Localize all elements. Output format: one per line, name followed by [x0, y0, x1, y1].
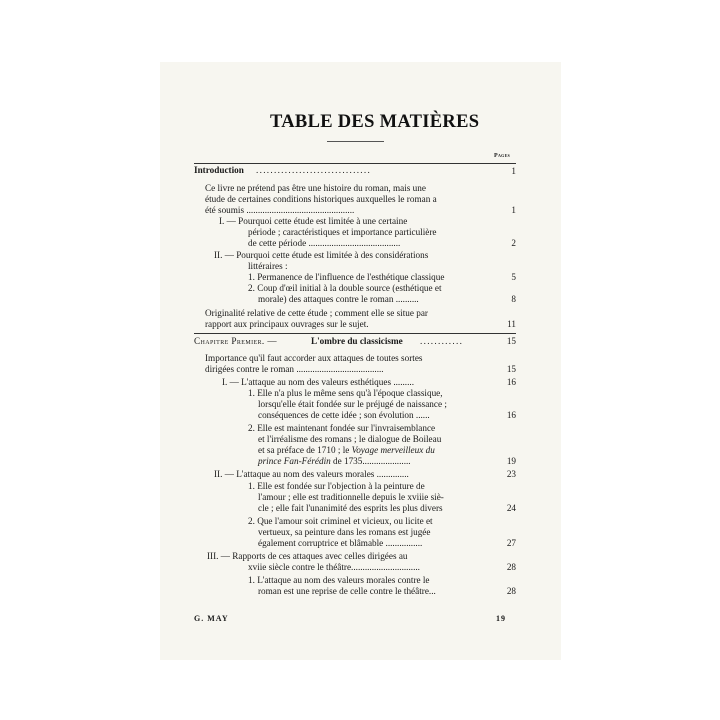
intro-item1-page: 2	[511, 238, 516, 248]
ch1-s1-sub2-line4	[258, 456, 411, 467]
ch1-s2: II. — L'attaque au nom des valeurs morales ..............	[214, 469, 409, 479]
ch1-para-line1: Importance qu'il faut accorder aux attaques de toutes sortes	[205, 353, 423, 363]
intro-item2-line2: littéraires :	[248, 261, 288, 271]
ch1-para-line2: dirigées contre le roman ......................................	[205, 364, 384, 374]
ch1-s1-sub2-tail: de 1735.....................	[330, 456, 411, 466]
ch1-s2-sub2-line2: vertueux, sa peinture dans les romans est jugée	[258, 527, 431, 537]
page-title: TABLE DES MATIÈRES	[270, 112, 480, 132]
ch1-s2-page: 23	[506, 469, 516, 479]
intro-top-rule	[194, 163, 516, 164]
ch1-s1: I. — L'attaque au nom des valeurs esthétiques .........	[222, 377, 414, 387]
intro-item1-line1: I. — Pourquoi cette étude est limitée à une certaine	[219, 216, 408, 226]
intro-para2-line1: Originalité relative de cette étude ; comment elle se situe par	[205, 308, 428, 318]
intro-para1-line1: Ce livre ne prétend pas être une histoire du roman, mais une	[205, 183, 426, 193]
ch1-s2-sub2-line3: également corruptrice et blâmable ................	[258, 538, 423, 548]
chapter1-top-rule	[194, 333, 516, 334]
footer-signature: G. MAY	[194, 614, 229, 623]
intro-item1-line2: période ; caractéristiques et importance particulière	[248, 227, 437, 237]
intro-heading: Introduction	[194, 165, 244, 175]
intro-page: 1	[511, 166, 516, 176]
ch1-s3-sub1-page: 28	[506, 586, 516, 596]
ch1-s1-page: 16	[506, 377, 516, 387]
ch1-s1-sub2-line3	[258, 445, 435, 456]
ch1-s3-line1: III. — Rapports de ces attaques avec celles dirigées au	[207, 551, 408, 561]
ch1-para-page: 15	[506, 364, 516, 374]
ch1-s3-page: 28	[506, 562, 516, 572]
intro-item2-sub2-line2: morale) des attaques contre le roman ..........	[258, 294, 419, 304]
ch1-s3-sub1-line1: 1. L'attaque au nom des valeurs morales contre le	[248, 575, 430, 585]
pages-column-heading: Pages	[494, 153, 511, 159]
intro-item2-sub2-page: 8	[511, 294, 516, 304]
intro-item2-sub1: 1. Permanence de l'influence de l'esthétique classique	[248, 272, 445, 282]
ch1-s2-sub1-line1: 1. Elle est fondée sur l'objection à la peinture de	[248, 481, 425, 491]
ch1-s1-sub1-line3: conséquences de cette idée ; son évolution ......	[258, 410, 430, 420]
ch1-s2-sub1-line2: l'amour ; elle est traditionnelle depuis le xviiie siè-	[258, 492, 444, 502]
ch1-s1-sub2-line3-text: et sa préface de 1710 ; le	[258, 445, 352, 455]
intro-para1-page: 1	[511, 205, 516, 215]
ch1-s2-sub2-page: 27	[506, 538, 516, 548]
ch1-s2-sub2-line1: 2. Que l'amour soit criminel et vicieux, ou licite et	[248, 516, 433, 526]
ch1-s1-sub2-page: 19	[506, 456, 516, 466]
ch1-s2-sub1-page: 24	[506, 503, 516, 513]
ch1-s1-sub2-line2: et l'irréalisme des romans ; le dialogue de Boileau	[258, 434, 442, 444]
chapter1-page: 15	[506, 336, 516, 346]
intro-item2-sub2-line1: 2. Coup d'œil initial à la double source (esthétique et	[248, 283, 442, 293]
intro-leader: ................................	[256, 165, 372, 175]
intro-item2-line1: II. — Pourquoi cette étude est limitée à des considérations	[214, 250, 429, 260]
footer-page-number: 19	[496, 614, 506, 623]
intro-item2-sub1-page: 5	[511, 272, 516, 282]
title-divider	[327, 141, 384, 142]
ch1-s1-sub2-title2: prince Fan-Férédin	[258, 456, 331, 466]
intro-item1-line3: de cette période ........................................	[248, 238, 401, 248]
ch1-s1-sub2-line1: 2. Elle est maintenant fondée sur l'invraisemblance	[248, 423, 436, 433]
chapter1-title: L'ombre du classicisme	[311, 336, 403, 346]
ch1-s3-line2: xviie siècle contre le théâtre..............................	[248, 562, 420, 572]
intro-para2-page: 11	[507, 319, 516, 329]
ch1-s2-sub1-line3: cle ; elle fait l'unanimité des esprits les plus divers	[258, 503, 443, 513]
ch1-s3-sub1-line2: roman est une reprise de celle contre le théâtre...	[258, 586, 436, 596]
ch1-s1-sub2-title1: Voyage merveilleux du	[351, 445, 435, 455]
ch1-s1-sub1-line2: lorsqu'elle était fondée sur le préjugé de naissance ;	[258, 399, 447, 409]
intro-para1-line2: étude de certaines conditions historiques auxquelles le roman a	[205, 194, 437, 204]
ch1-s1-sub1-page: 16	[506, 410, 516, 420]
intro-para1-line3: été soumis ...............................................	[205, 205, 355, 215]
ch1-s1-sub1-line1: 1. Elle n'a plus le même sens qu'à l'époque classique,	[248, 388, 443, 398]
chapter1-label: Chapitre Premier. —	[194, 336, 277, 346]
chapter1-leader: ............	[420, 336, 464, 346]
intro-para2-line2: rapport aux principaux ouvrages sur le sujet.	[205, 319, 369, 329]
